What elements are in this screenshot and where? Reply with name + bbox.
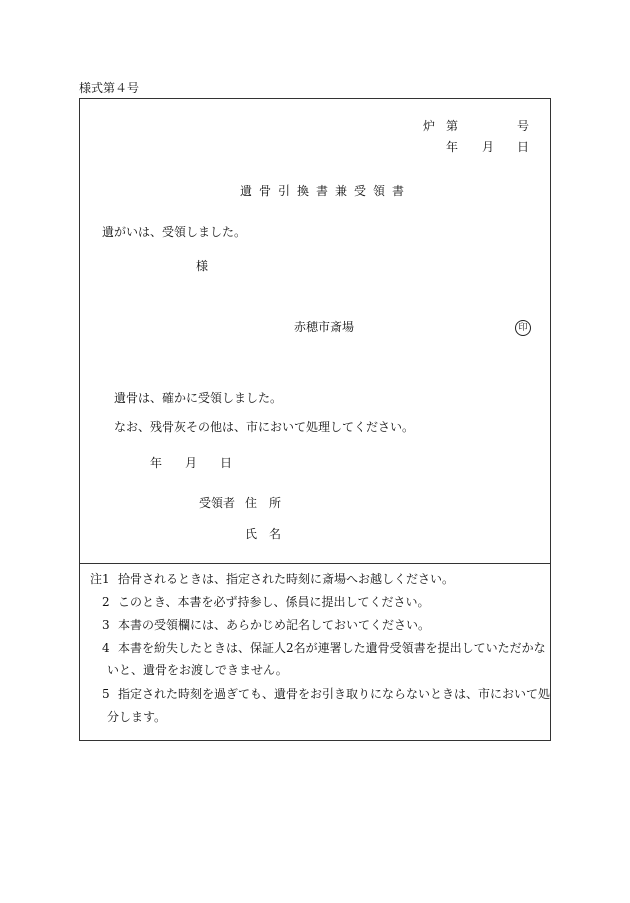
note-3-label: 3: [102, 618, 110, 632]
note-2-label: 2: [102, 595, 110, 609]
note-4-text-line2: いと、遺骨をお渡しできません。: [107, 663, 288, 677]
recipient-name-label: 氏 名: [245, 527, 282, 541]
disposal-text: なお、残骨灰その他は、市において処理してください。: [114, 420, 415, 434]
note-4-label: 4: [102, 641, 110, 655]
seal-mark: 印: [515, 320, 531, 336]
document-title: 遺骨引換書兼受領書: [240, 184, 412, 198]
number-suffix: 号: [517, 119, 530, 133]
recipient-label: 受領者: [199, 496, 236, 510]
furnace-label: 炉: [423, 119, 436, 133]
note-2-text: このとき、本書を必ず持参し、係員に提出してください。: [118, 595, 430, 609]
note-5-text-line2: 分します。: [107, 710, 167, 724]
note-1-label: 注1: [90, 572, 110, 586]
receipt-day: 日: [220, 456, 233, 470]
receipt-year: 年: [150, 456, 163, 470]
note-3-text: 本書の受領欄には、あらかじめ記名しておいてください。: [118, 618, 431, 632]
honorific-sama: 様: [196, 259, 209, 273]
receipt-month: 月: [185, 456, 198, 470]
note-1-text: 拾骨されるときは、指定された時刻に斎場へお越しください。: [118, 572, 455, 586]
note-4-text-line1: 本書を紛失したときは、保証人2名が連署した遺骨受領書を提出していただかな: [118, 641, 546, 655]
form-number: 様式第４号: [79, 81, 140, 95]
date-day: 日: [517, 140, 530, 154]
date-month: 月: [482, 140, 495, 154]
received-bones-text: 遺骨は、確かに受領しました。: [114, 391, 283, 405]
recipient-address-label: 住 所: [245, 496, 282, 510]
issuer-name: 赤穂市斎場: [294, 320, 355, 334]
note-5-label: 5: [102, 687, 110, 701]
date-year: 年: [446, 140, 459, 154]
notes-divider: [79, 563, 551, 564]
received-ashes-text: 遺がいは、受領しました。: [102, 225, 247, 239]
note-5-text-line1: 指定された時刻を過ぎても、遺骨をお引き取りにならないときは、市において処: [118, 687, 551, 701]
number-prefix: 第: [446, 119, 459, 133]
